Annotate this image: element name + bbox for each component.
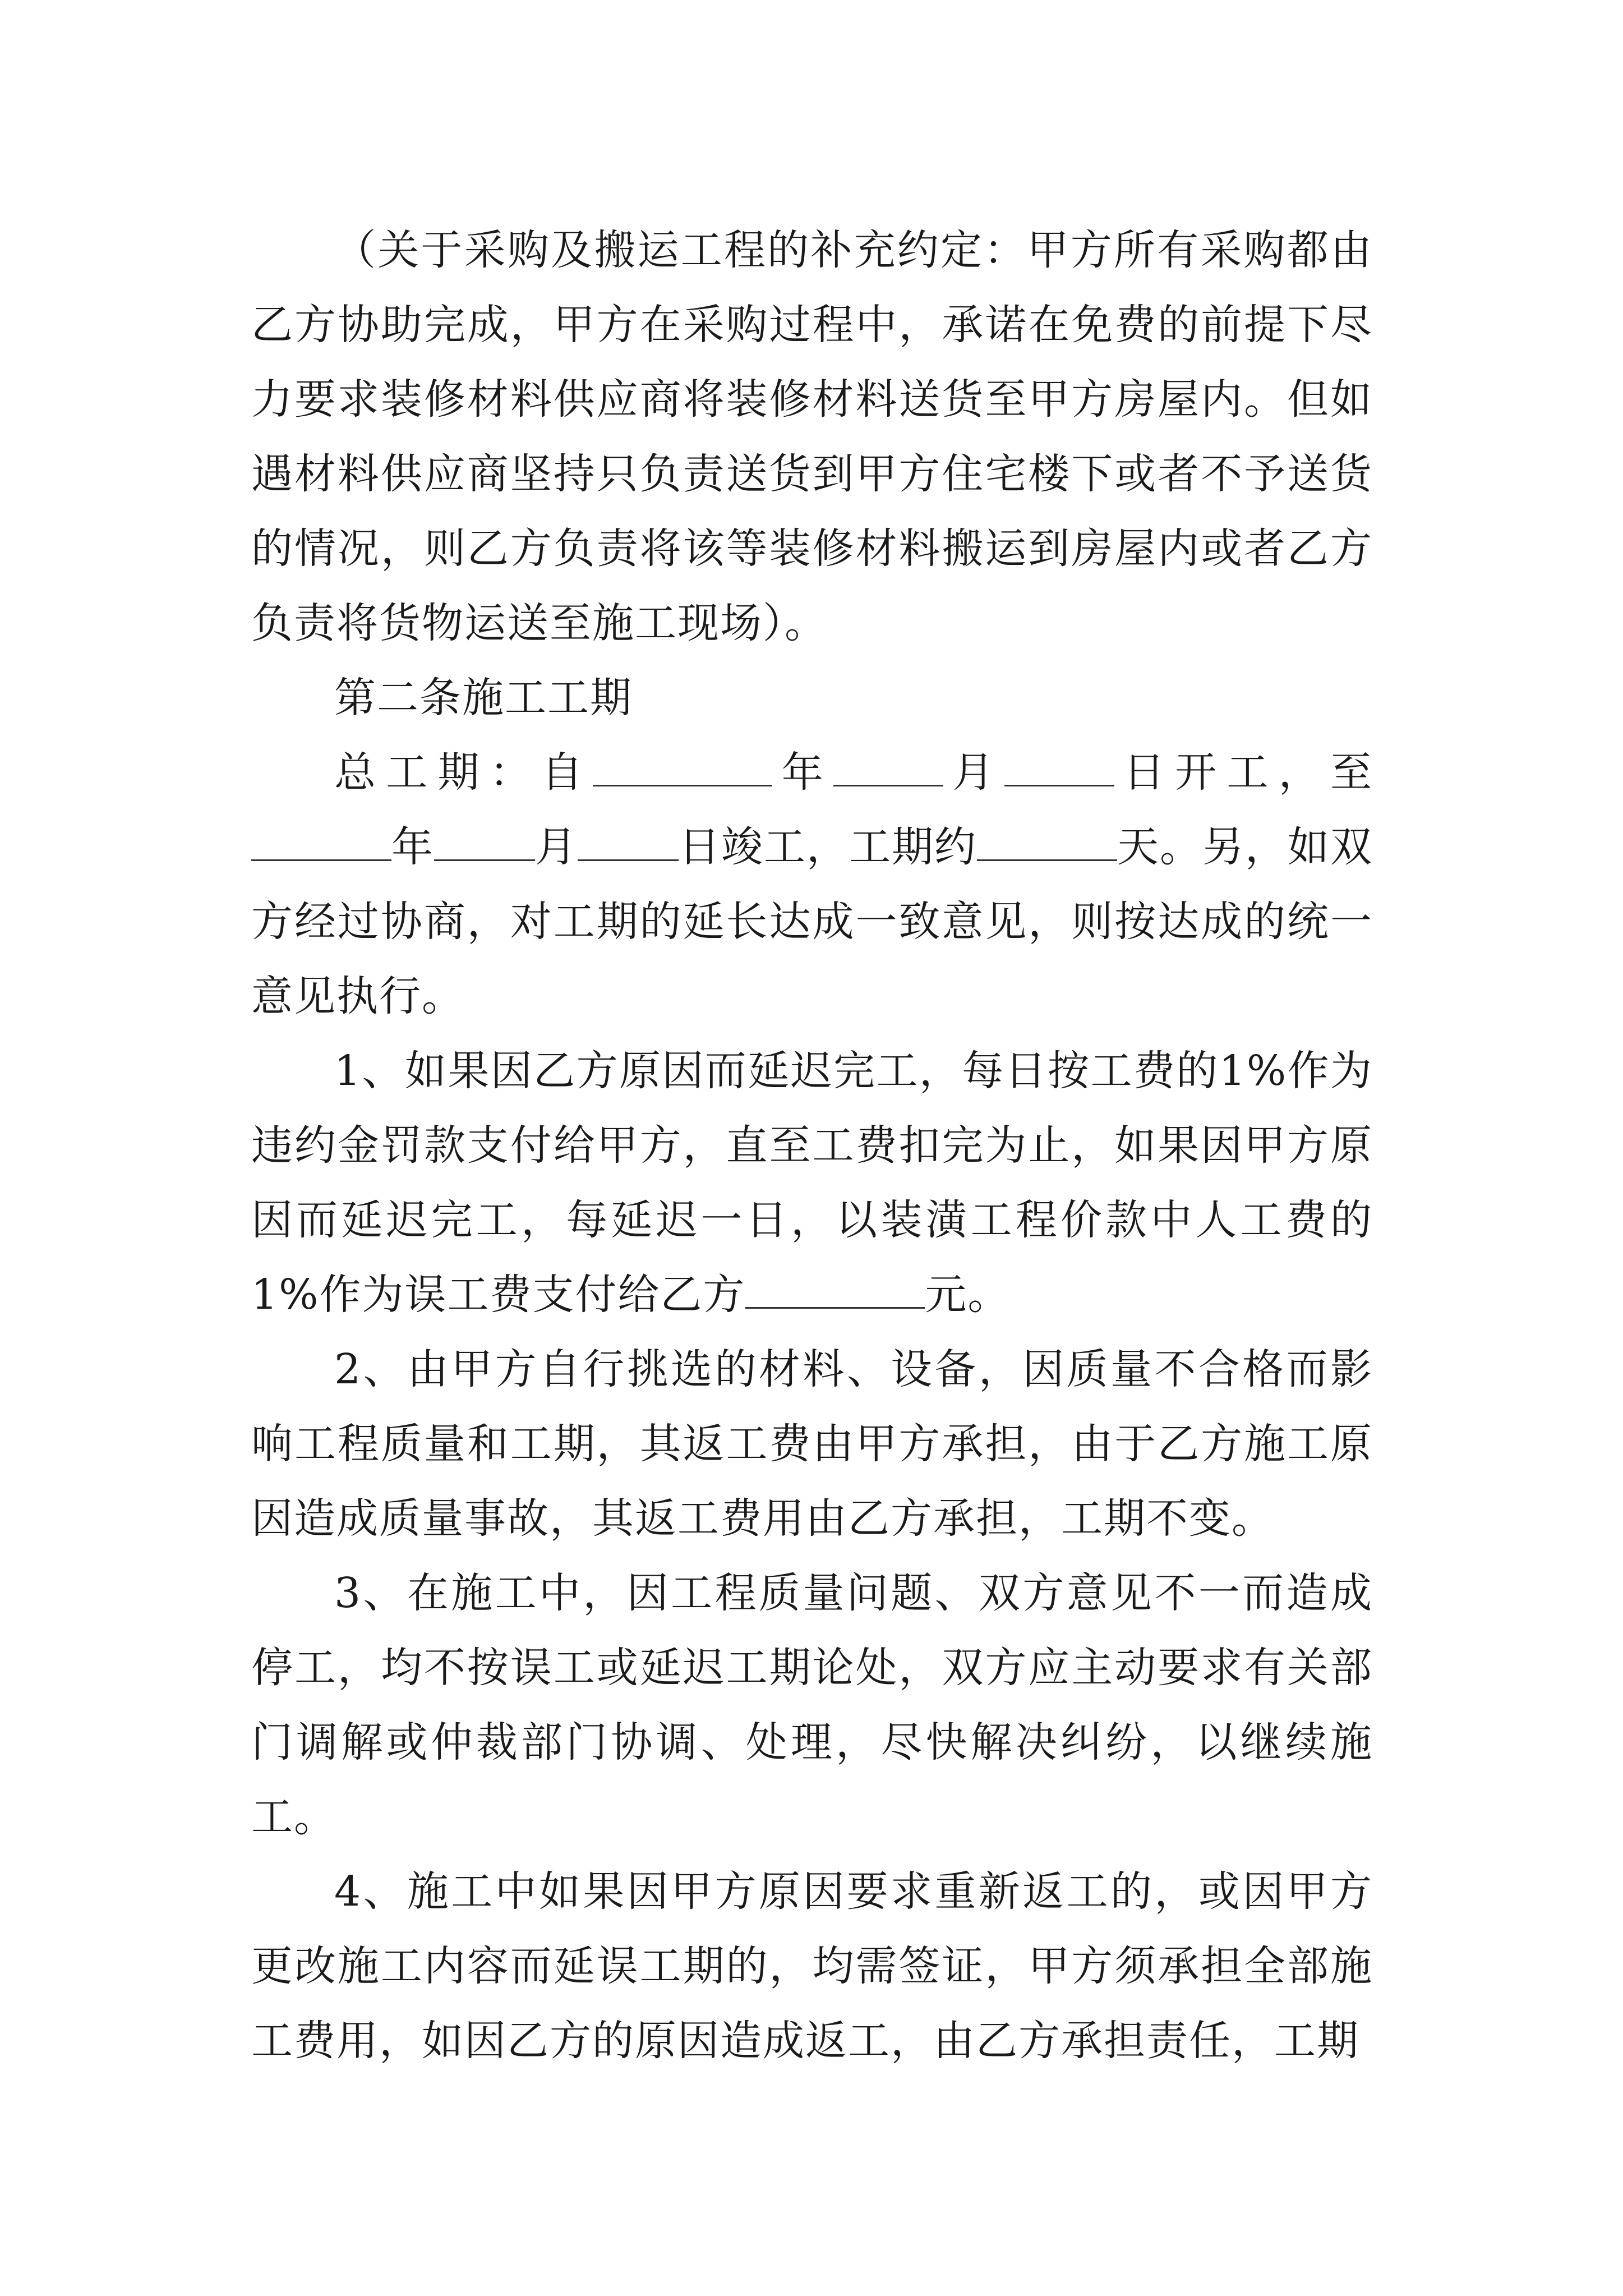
document-body xyxy=(251,213,1373,2078)
schedule-day-end: 日竣工，工期约 xyxy=(679,823,977,871)
schedule-paragraph xyxy=(251,735,1373,1034)
schedule-lead: 总工期：自 xyxy=(334,748,593,797)
schedule-year-1: 年 xyxy=(772,748,834,797)
schedule-month-2: 月 xyxy=(535,823,578,871)
schedule-year-2: 年 xyxy=(391,823,434,871)
supplement-paragraph: （关于采购及搬运工程的补充约定：甲方所有采购都由乙方协助完成，甲方在采购过程中，承诺在免费的前提下尽力要求装修材料供应商将装修材料送货至甲方房屋内。但如遇材料供应商坚持只负责送货到甲方住宅楼下或者不予送货的情况，则乙方负责将该等装修材料搬运到房屋内或者乙方负责将货物运送至施工现场）。 xyxy=(251,226,1373,647)
start-day-blank xyxy=(1004,749,1114,786)
clause-3-paragraph: 3、在施工中，因工程质量问题、双方意见不一而造成停工，均不按误工或延迟工期论处，双方应主动要求有关部门调解或仲裁部门协调、处理，尽快解决纠纷，以继续施工。 xyxy=(251,1569,1373,1841)
schedule-day-start: 日开工，至 xyxy=(1114,748,1373,797)
end-day-blank xyxy=(578,823,679,861)
clause-1-tail: 元。 xyxy=(925,1271,1011,1319)
start-year-blank xyxy=(593,749,772,786)
end-year-blank xyxy=(251,823,391,861)
end-month-blank xyxy=(434,823,535,861)
start-month-blank xyxy=(833,749,943,786)
schedule-days-tail: 天。另，如双方经过协商，对工期的延长达成一致意见，则按达成的统一意见执行。 xyxy=(251,823,1373,1020)
clause-1-paragraph xyxy=(251,1034,1373,1332)
article-title: 第二条施工工期 xyxy=(334,674,633,722)
compensation-amount-blank xyxy=(745,1271,925,1309)
clause-2-paragraph: 2、由甲方自行挑选的材料、设备，因质量不合格而影响工程质量和工期，其返工费由甲方承担，由于乙方施工原因造成质量事故，其返工费用由乙方承担，工期不变。 xyxy=(251,1345,1373,1543)
schedule-month-1: 月 xyxy=(943,748,1004,797)
clause-1-text: 1、如果因乙方原因而延迟完工，每日按工费的1%作为违约金罚款支付给甲方，直至工费扣完为止，如果因甲方原因而延迟完工，每延迟一日，以装潢工程价款中人工费的1%作为误工费支付给乙方 xyxy=(251,1047,1373,1319)
clause-4-paragraph: 4、施工中如果因甲方原因要求重新返工的，或因甲方更改施工内容而延误工期的，均需签证，甲方须承担全部施工费用，如因乙方的原因造成返工，由乙方承担责任，工期 xyxy=(251,1867,1373,2065)
duration-days-blank xyxy=(977,823,1117,861)
